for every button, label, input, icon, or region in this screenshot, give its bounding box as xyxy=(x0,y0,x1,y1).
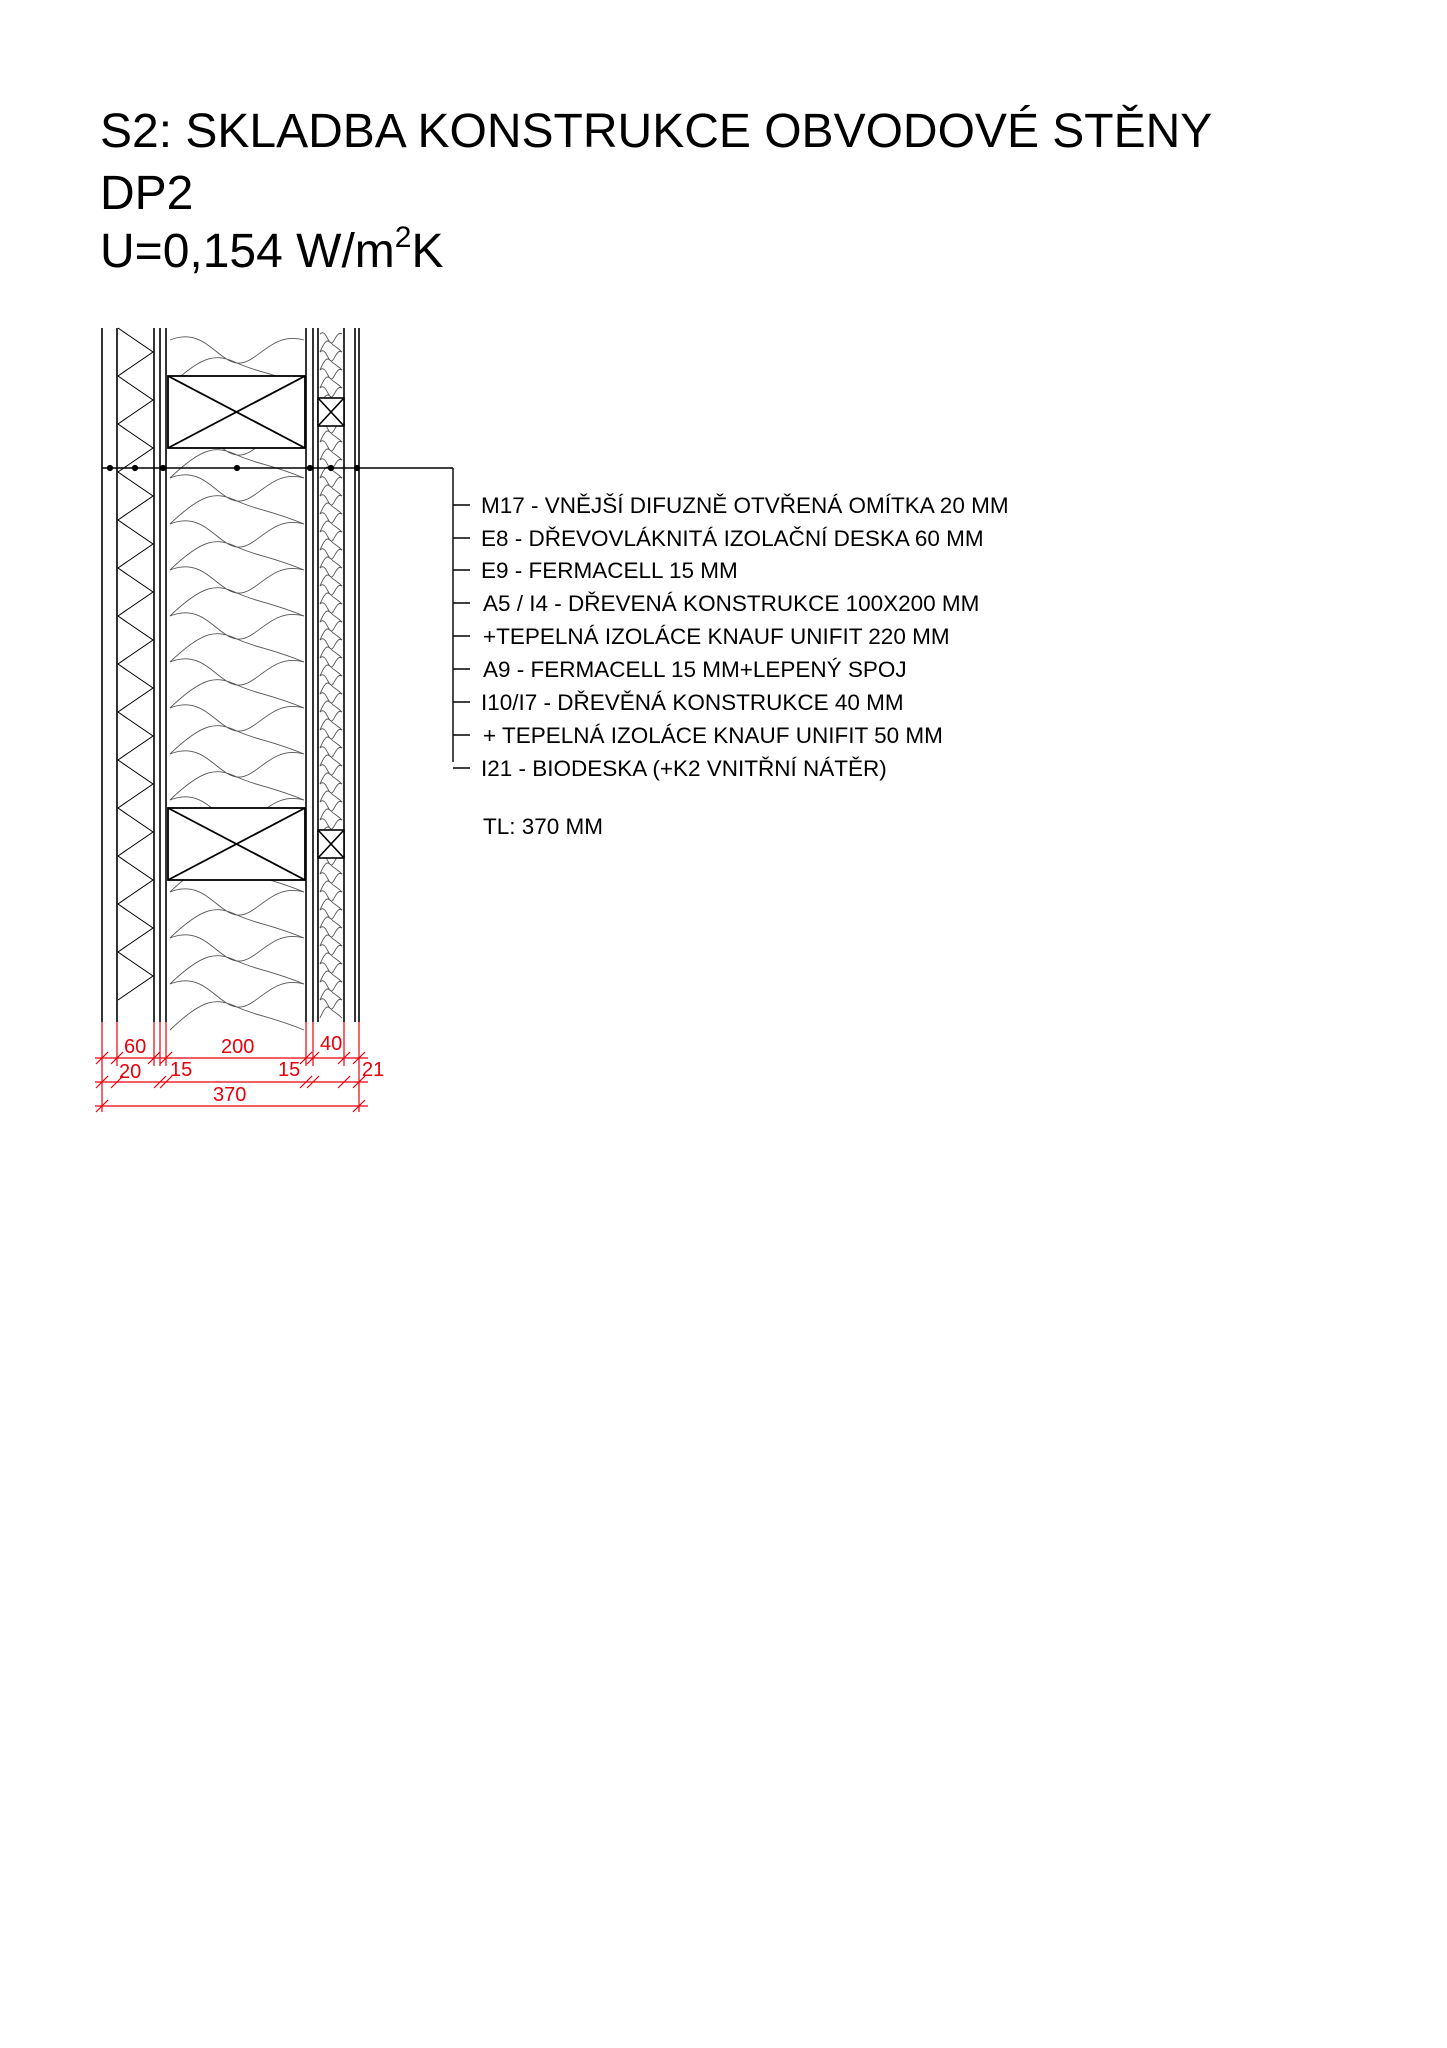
insulation-hatch xyxy=(320,963,342,982)
layer-label: I10/I7 - DŘEVĚNÁ KONSTRUKCE 40 MM xyxy=(481,690,904,715)
insulation-hatch xyxy=(320,567,342,586)
insulation-hatch xyxy=(320,477,342,496)
layer-leader xyxy=(102,466,470,768)
timber-batten xyxy=(318,830,344,858)
u-value-unit: K xyxy=(411,225,444,278)
insulation-hatch xyxy=(320,999,342,1018)
u-value-exponent: 2 xyxy=(394,221,412,254)
timber-stud xyxy=(168,808,305,880)
insulation-hatch xyxy=(320,981,342,1000)
render-layer xyxy=(102,328,117,1022)
insulation-hatch xyxy=(170,889,304,938)
insulation-hatch xyxy=(170,521,304,570)
insulation-hatch xyxy=(320,585,342,604)
insulation-hatch xyxy=(320,603,342,622)
timber-batten xyxy=(318,398,344,426)
dimension-15-outer: 15 xyxy=(170,1059,193,1081)
layer-label: A5 / I4 - DŘEVENÁ KONSTRUKCE 100X200 MM xyxy=(483,591,980,616)
insulation-hatch xyxy=(320,369,342,388)
layer-label: E9 - FERMACELL 15 MM xyxy=(481,558,738,583)
dimension-200: 200 xyxy=(221,1036,255,1058)
insulation-hatch xyxy=(170,705,304,754)
dimension-20: 20 xyxy=(119,1061,142,1083)
layer-list xyxy=(481,493,1009,839)
insulation-hatch xyxy=(320,495,342,514)
dimension-21: 21 xyxy=(362,1059,385,1081)
insulation-hatch xyxy=(320,351,342,370)
insulation-hatch xyxy=(320,891,342,910)
insulation-hatch xyxy=(320,441,342,460)
dimension-60: 60 xyxy=(124,1036,147,1058)
layer-label: E8 - DŘEVOVLÁKNITÁ IZOLAČNÍ DESKA 60 MM xyxy=(481,526,984,551)
insulation-hatch xyxy=(320,657,342,676)
insulation-hatch xyxy=(320,711,342,730)
insulation-hatch xyxy=(320,873,342,892)
total-thickness: TL: 370 MM xyxy=(483,814,604,839)
drawing-code: DP2 xyxy=(100,167,194,220)
insulation-hatch xyxy=(170,659,304,708)
service-layer xyxy=(318,328,344,1022)
woodfiber-board-layer xyxy=(118,328,154,1022)
insulation-hatch xyxy=(170,567,304,616)
insulation-hatch xyxy=(320,801,342,820)
layer-label: I21 - BIODESKA (+K2 VNITŘNÍ NÁTĚR) xyxy=(481,756,887,781)
biodeska-layer xyxy=(355,328,359,1022)
timber-stud xyxy=(168,376,305,448)
insulation-hatch xyxy=(320,333,342,352)
insulation-hatch xyxy=(320,549,342,568)
dimension-40: 40 xyxy=(320,1033,343,1055)
layer-label: M17 - VNĚJŠÍ DIFUZNĚ OTVŘENÁ OMÍTKA 20 MM xyxy=(481,493,1009,518)
insulation-hatch xyxy=(170,613,304,662)
u-value-prefix: U=0,154 W/m xyxy=(100,225,395,278)
insulation-hatch xyxy=(170,981,304,1030)
layer-label: +TEPELNÁ IZOLÁCE KNAUF UNIFIT 220 MM xyxy=(483,624,950,649)
fermacell-outer-layer xyxy=(160,328,166,1022)
insulation-hatch xyxy=(170,935,304,984)
insulation-hatch xyxy=(170,751,304,800)
insulation-hatch xyxy=(320,927,342,946)
fermacell-inner-layer xyxy=(306,328,313,1022)
insulation-hatch xyxy=(320,513,342,532)
wall-section xyxy=(102,328,359,1030)
insulation-hatch xyxy=(320,747,342,766)
insulation-hatch xyxy=(320,765,342,784)
insulation-hatch xyxy=(320,639,342,658)
main-insulation-layer xyxy=(168,337,305,1030)
dimension-370: 370 xyxy=(213,1084,247,1106)
drawing-title: S2: SKLADBA KONSTRUKCE OBVODOVÉ STĚNY xyxy=(100,105,1213,158)
insulation-hatch xyxy=(320,729,342,748)
dimension-15-inner: 15 xyxy=(278,1059,301,1081)
insulation-hatch xyxy=(320,783,342,802)
insulation-hatch xyxy=(320,675,342,694)
insulation-hatch xyxy=(320,693,342,712)
insulation-hatch xyxy=(320,531,342,550)
insulation-hatch xyxy=(170,475,304,524)
layer-label: + TEPELNÁ IZOLÁCE KNAUF UNIFIT 50 MM xyxy=(483,723,943,748)
insulation-hatch xyxy=(320,909,342,928)
insulation-hatch xyxy=(320,945,342,964)
insulation-hatch xyxy=(320,621,342,640)
layer-label: A9 - FERMACELL 15 MM+LEPENÝ SPOJ xyxy=(483,657,907,682)
